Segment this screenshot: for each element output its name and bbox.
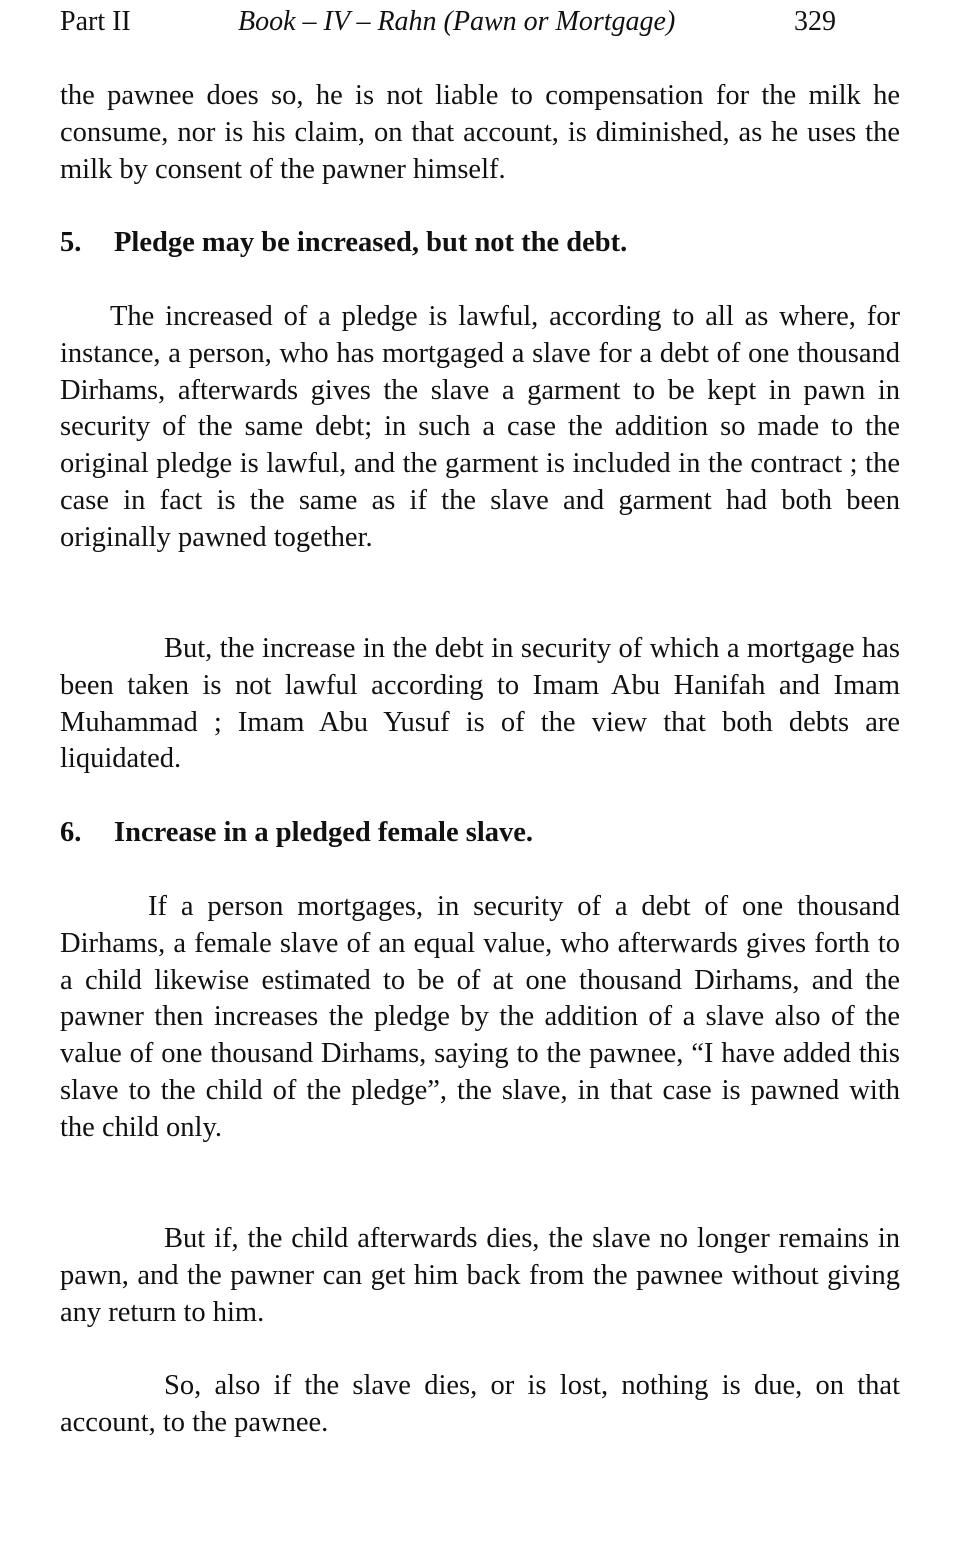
section-5-number: 5. xyxy=(60,227,82,258)
header-book-title: Book – IV – Rahn (Pawn or Mortgage) xyxy=(238,6,676,37)
section-6-paragraph-3: So, also if the slave dies, or is lost, nothing is due, on that account, to the pawnee. xyxy=(60,1370,900,1438)
section-5-heading xyxy=(60,225,900,262)
section-6-heading xyxy=(60,815,900,852)
section-6-paragraph-1: If a person mortgages, in security of a debt of one thousand Dirhams, a female slave of an equal value, who afterwards gives forth to a child likewise estimated to be of at one thousand Dirhams, and the pawner then increases the pledge by the addition of a slave also of the value of one thousand Dirhams, saying to the pawnee, “I have added this slave to the child of the pledge”, the slave, in that case is pawned with the child only. xyxy=(60,891,900,1143)
running-header xyxy=(60,4,900,44)
section-5-paragraph-2: But, the increase in the debt in security of which a mortgage has been taken is not lawful according to Imam Abu Hanifah and Imam Muhammad ; Imam Abu Yusuf is of the view that both debts are liquidated. xyxy=(60,633,900,775)
section-6-title: Increase in a pledged female slave. xyxy=(114,817,534,848)
section-6-number: 6. xyxy=(60,817,82,848)
continuation-paragraph: the pawnee does so, he is not liable to compensation for the milk he consume, nor is his claim, on that account, is diminished, as he uses the milk by consent of the pawner himself. xyxy=(60,80,900,185)
section-6-paragraph-2: But if, the child afterwards dies, the slave no longer remains in pawn, and the pawner can get him back from the pawnee without giving any return to him. xyxy=(60,1223,900,1328)
header-part-label: Part II xyxy=(60,6,131,37)
section-5-title: Pledge may be increased, but not the debt. xyxy=(114,227,628,258)
header-page-number: 329 xyxy=(794,6,836,37)
section-5-paragraph-1: The increased of a pledge is lawful, according to all as where, for instance, a person, who has mortgaged a slave for a debt of one thousand Dirhams, afterwards gives the slave a garment to be kept in pawn in security of the same debt; in such a case the addition so made to the original pledge is lawful, and the garment is included in the contract ; the case in fact is the same as if the slave and garment had both been originally pawned together. xyxy=(60,301,900,553)
